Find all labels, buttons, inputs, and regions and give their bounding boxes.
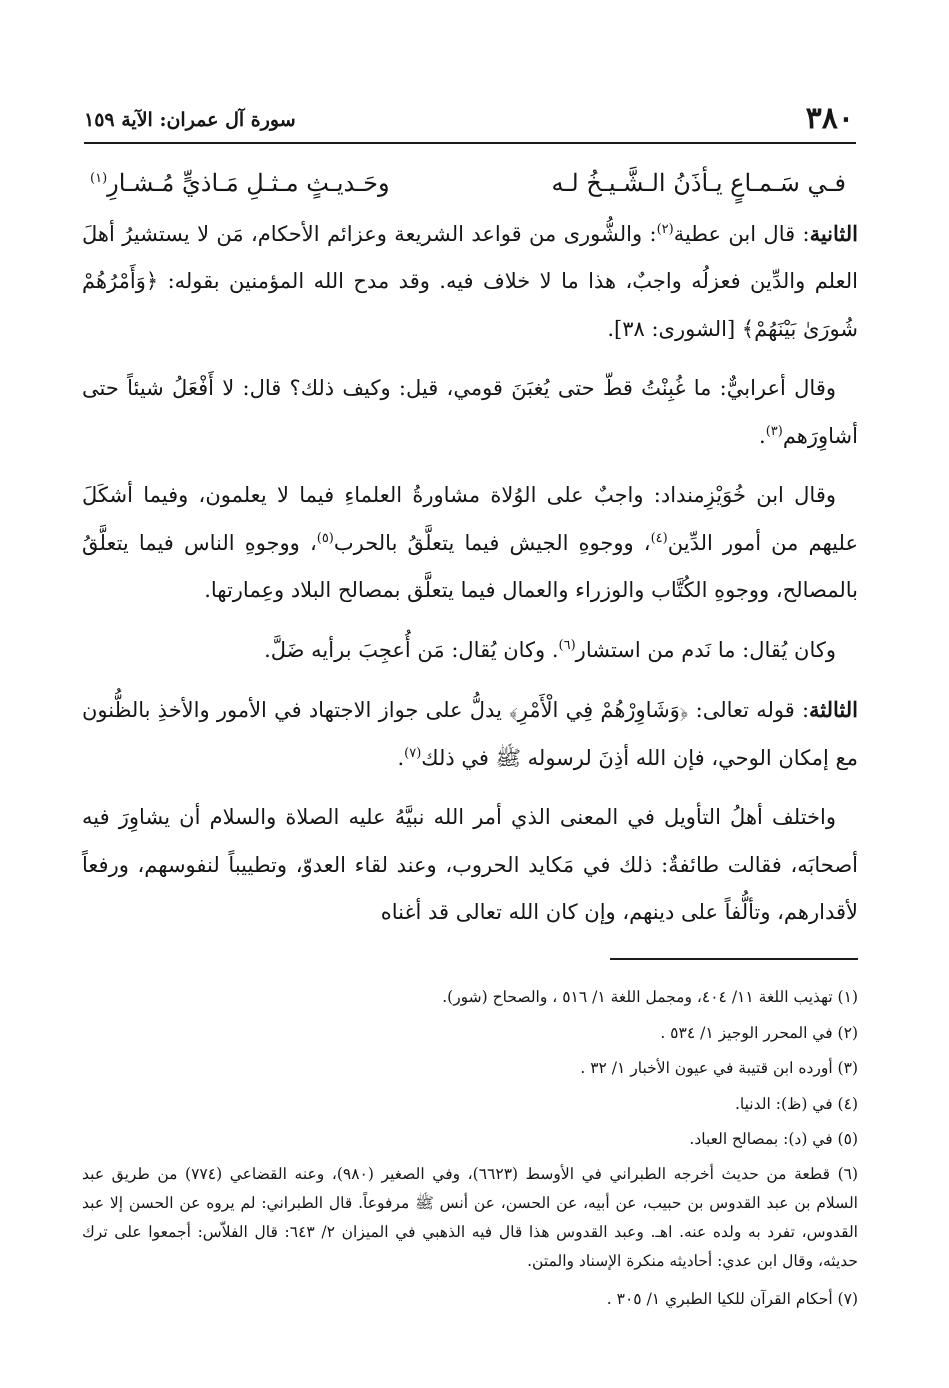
paragraph-second-issue: الثانية: قال ابن عطية$^{(٢)}$: والشُّورى من قواعد الشريعة وعزائم الأحكام، مَن لا يستشيرُ أهلَ العلم والدِّين فعزلُه واجبٌ، هذا ما لا خلاف فيه. وقد مدح الله المؤمنين بقوله: ﴿وَأَمْرُهُمْ شُورَىٰ بَيْنَهُمْ﴾ [الشورى: ٣٨]. <box>82 220 858 341</box>
verse-hemistich-first: فـي سَـمـاعٍ يـأذَنُ الـشَّـيـخُ لـه <box>551 169 846 197</box>
footnotes <box>82 980 858 1317</box>
paragraph-bedouin: وقال أعرابيٌّ: ما غُبِنْتُ قطّ حتى يُغبَنَ قومي، قيل: وكيف ذلك؟ قال: لا أَفْعَلُ شيئاً حتى أشاوِرَهم$^{(٣)}$. <box>82 376 858 448</box>
paragraph-ibn-khuwayz: وقال ابن خُوَيْزِمنداد: واجبٌ على الوُلاة مشاورةُ العلماءِ فيما لا يعلمون، وفيما أشكَلَ عليهم من أمور الدِّين$^{(٤)}$، ووجوهِ الجيش فيما يتعلَّقُ بالحرب$^{(٥)}$، ووجوهِ الناس فيما يتعلَّقُ بالمصالح، ووجوهِ الكُتَّاب والوزراء والعمال فيما يتعلَّق بمصالح البلاد وعِمارتها. <box>82 483 859 602</box>
main-text <box>82 160 858 949</box>
footnote-ref[interactable]: (٦) <box>558 637 576 653</box>
footnote-ref[interactable]: (٣) <box>765 423 783 439</box>
footnote-ref[interactable]: (٢) <box>656 221 674 237</box>
poetry-verse <box>82 160 858 208</box>
footnote-3: (٣) أورده ابن قتيبة في عيون الأخبار ١/ ٣٢ . <box>580 1059 858 1077</box>
verse-hemistich-second: وحَـديـثٍ مـثـلِ مَـاذيٍّ مُـشـارِ$^{(١)}$ <box>90 169 390 197</box>
page-number: ٣٨٠ <box>805 101 854 136</box>
paragraph-interpreters: واختلف أهلُ التأويل في المعنى الذي أمر الله نبيَّهُ عليه الصلاة والسلام أن يشاوِرَ فيه أصحابَه، فقالت طائفةٌ: ذلك في مَكايد الحروب، وعند لقاء العدوّ، وتطييباً لنفوسهم، ورفعاً لأقدارهم، وتألُّفاً على دينهم، وإن كان الله تعالى قد أغناه <box>82 805 858 924</box>
footnote-4: (٤) في (ظ): الدنيا. <box>734 1094 858 1113</box>
footnote-6: (٦) قطعة من حديث أخرجه الطبراني في الأوسط (٦٦٢٣)، وفي الصغير (٩٨٠)، وعنه القضاعي (٧٧٤) من طريق عبد السلام بن عبد القدوس بن حبيب، عن أبيه، عن الحسن، عن أنس ﷺ مرفوعاً. قال الطبراني: لم يروه عن الحسن إلا عبد القدوس، تفرد به ولده عنه. اهـ. وعبد القدوس هذا قال فيه الذهبي في الميزان ٢/ ٦٤٣: قال الفلاّس: أجمعوا على ترك حديثه، وقال ابن عدي: أحاديثه منكرة الإسناد والمتن. <box>82 1164 859 1270</box>
running-title: سورة آل عمران: الآية ١٥٩ <box>84 109 296 131</box>
footnote-divider <box>610 958 858 960</box>
section-label: الثانية <box>809 220 858 246</box>
section-label: الثالثة <box>809 697 858 722</box>
footnote-ref[interactable]: (٤) <box>650 530 668 546</box>
footnote-ref[interactable]: (٥) <box>316 530 334 546</box>
paragraph-third-issue: الثالثة: قوله تعالى: ﴿وَشَاوِرْهُمْ فِي الْأَمْرِ﴾ يدلُّ على جواز الاجتهاد في الأمور والأخذِ بالظُّنون مع إمكان الوحي، فإن الله أذِنَ لرسوله ﷺ في ذلك$^{(٧)}$. <box>82 697 858 770</box>
footnote-1: (١) تهذيب اللغة ١١/ ٤٠٤، ومجمل اللغة ١/ ٥١٦ ، والصحاح (شور). <box>442 988 858 1006</box>
footnote-2: (٢) في المحرر الوجيز ١/ ٥٣٤ . <box>660 1023 858 1042</box>
page-header <box>84 84 854 140</box>
footnote-ref[interactable]: (١) <box>90 171 108 186</box>
footnote-ref[interactable]: (٧) <box>404 745 422 761</box>
footnote-7: (٧) أحكام القرآن للكيا الطبري ١/ ٣٠٥ . <box>606 1289 858 1308</box>
footnote-5: (٥) في (د): بمصالح العباد. <box>689 1130 858 1148</box>
header-divider <box>84 142 856 144</box>
paragraph-saying: وكان يُقال: ما نَدم من استشار$^{(٦)}$. وكان يُقال: مَن أُعجِبَ برأيه ضَلَّ. <box>264 637 836 662</box>
